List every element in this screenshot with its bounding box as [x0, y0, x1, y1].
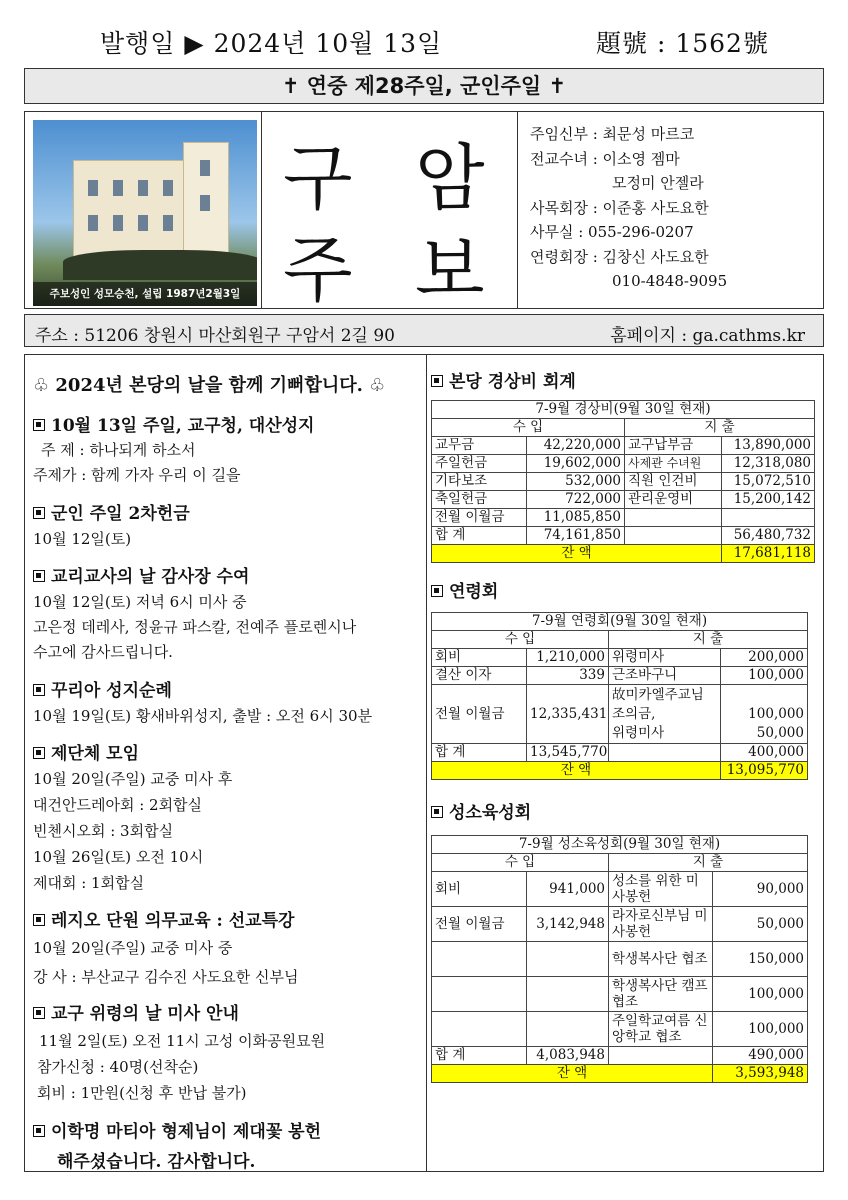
balance-row [432, 762, 808, 780]
balance-value: 3,593,948 [713, 1065, 808, 1083]
table-caption: 7-9월 성소육성회(9월 30일 현재) [432, 836, 808, 854]
expense-value: 100,000 [748, 706, 804, 722]
publish-date: 발행일 ▶ 2024년 10월 13일 [100, 29, 443, 58]
section-heading [431, 577, 821, 602]
main-content [24, 354, 824, 1172]
table-row [432, 437, 815, 455]
notice-item [33, 411, 314, 485]
heading-text: 성소육성회 [449, 803, 532, 823]
cell: 722,000 [527, 491, 625, 509]
balance-value: 17,681,118 [722, 545, 815, 563]
notice-line: 주제가 : 함께 가자 우리 이 길을 [33, 466, 241, 484]
table-row [432, 685, 808, 744]
table-row [432, 649, 808, 667]
bullet-square-icon [33, 747, 45, 759]
cell: 100,000 [721, 667, 808, 685]
table-row [432, 1012, 808, 1047]
expense-desc: 위령미사 [612, 724, 665, 741]
cell: 19,602,000 [527, 455, 625, 473]
notice-line: 참가신청 : 40명(선착순) [37, 1058, 199, 1076]
masthead [24, 111, 824, 312]
notice-item [33, 562, 356, 662]
heading-text: 본당 경상비 회계 [449, 372, 576, 392]
cell: 74,161,850 [527, 527, 625, 545]
homepage-link[interactable]: 홈페이지 : ga.cathms.kr [610, 326, 805, 346]
bullet-square-icon [33, 914, 45, 926]
cell: 490,000 [713, 1047, 808, 1065]
notice-title: 레지오 단원 의무교육 : 선교특강 [51, 911, 295, 931]
balance-row [432, 1065, 808, 1083]
notice-line: 10월 26일(토) 오전 10시 [33, 848, 204, 866]
cell: 사제관 수녀원 [625, 455, 722, 473]
staff-row: 주임신부 : 최문성 마르코 [530, 125, 695, 143]
cell: 50,000 [713, 907, 808, 942]
cell: 관리운영비 [625, 491, 722, 509]
cell: 532,000 [527, 473, 625, 491]
notice-item [33, 906, 299, 987]
table-row [432, 473, 815, 491]
bullet-square-icon [33, 507, 45, 519]
notice-line: 고은정 데레사, 정윤규 파스칼, 전예주 플로렌시나 [33, 618, 357, 636]
notice-title: 교리교사의 날 감사장 수여 [51, 567, 250, 587]
cell [609, 1047, 713, 1065]
cell: 전월 이월금 [432, 685, 527, 744]
notice-title: 교구 위령의 날 미사 안내 [51, 1004, 239, 1024]
notice-line: 11월 2일(토) 오전 11시 고성 이화공원묘원 [39, 1032, 326, 1050]
cell: 1,210,000 [527, 649, 609, 667]
bullet-square-icon [33, 419, 45, 431]
staff-row: 010-4848-9095 [612, 272, 728, 290]
cell [625, 509, 722, 527]
cell: 90,000 [713, 872, 808, 907]
cell: 200,000 [721, 649, 808, 667]
table-row [432, 667, 808, 685]
notice-item [33, 499, 190, 549]
cell: 교무금 [432, 437, 527, 455]
cell [721, 685, 808, 744]
notice-item [33, 739, 232, 893]
table-row [432, 455, 815, 473]
cell: 15,200,142 [722, 491, 815, 509]
cell: 150,000 [713, 942, 808, 977]
staff-row: 사무실 : 055-296-0207 [530, 223, 694, 241]
income-header: 수 입 [432, 854, 609, 872]
title-char: 보 [415, 228, 485, 312]
notice-item [33, 999, 325, 1103]
cell: 회비 [432, 872, 527, 907]
table-row [432, 491, 815, 509]
income-header: 수 입 [432, 631, 609, 649]
cell [527, 977, 609, 1012]
staff-row: 사목회장 : 이준홍 사도요한 [530, 198, 709, 217]
cell: 전월 이월금 [432, 907, 527, 942]
cell: 11,085,850 [527, 509, 625, 527]
church-address: 주소 : 51206 창원시 마산회원구 구암서 2길 90 [35, 326, 395, 346]
notice-line: 강 사 : 부산교구 김수진 사도요한 신부님 [33, 968, 299, 986]
section-heading [431, 798, 821, 823]
cell: 4,083,948 [527, 1047, 609, 1065]
notice-line: 대건안드레아회 : 2회합실 [33, 796, 203, 814]
expense-desc: 故미카엘주교님 [612, 686, 704, 703]
issue-number: 題號 : 1562號 [596, 29, 769, 58]
cell: 42,220,000 [527, 437, 625, 455]
bullet-square-icon [33, 1007, 45, 1019]
table-row [432, 509, 815, 527]
total-row [432, 527, 815, 545]
sunday-title-banner: ✝ 연중 제28주일, 군인주일 ✝ [24, 68, 824, 104]
cell: 339 [527, 667, 609, 685]
cell [432, 942, 527, 977]
staff-row: 모정미 안젤라 [612, 174, 704, 192]
title-char: 구 [283, 136, 353, 220]
church-photo [33, 120, 257, 306]
cell [609, 685, 721, 744]
balance-row [432, 545, 815, 563]
parish-day-headline: ♧ 2024년 본당의 날을 함께 기뻐합니다. ♧ [33, 375, 386, 396]
cell: 합 계 [432, 1047, 527, 1065]
cell: 교구납부금 [625, 437, 722, 455]
notice-line: 해주셨습니다. 감사합니다. [57, 1152, 256, 1172]
cell: 12,335,431 [527, 685, 609, 744]
cell [609, 744, 721, 762]
table-caption: 7-9월 연령회(9월 30일 현재) [432, 613, 808, 631]
newsletter-title [265, 112, 520, 312]
address-bar [24, 314, 824, 347]
cell: 직원 인건비 [625, 473, 722, 491]
cell: 56,480,732 [722, 527, 815, 545]
notice-line: 회비 : 1만원(신청 후 반납 불가) [37, 1084, 247, 1102]
staff-row: 전교수녀 : 이소영 젬마 [530, 149, 680, 168]
expense-header: 지 출 [609, 854, 808, 872]
cell: 회비 [432, 649, 527, 667]
notice-title: 군인 주일 2차헌금 [51, 504, 190, 524]
cell: 기타보조 [432, 473, 527, 491]
expense-header: 지 출 [609, 631, 808, 649]
table-row [432, 872, 808, 907]
title-char: 주 [283, 228, 353, 312]
notice-item [33, 676, 372, 726]
funeral-society-table [431, 612, 808, 780]
notice-title: 꾸리아 성지순례 [51, 681, 172, 701]
table-row [432, 907, 808, 942]
notice-line: 주 제 : 하나되게 하소서 [41, 441, 196, 459]
notice-line: 수고에 감사드립니다. [33, 643, 173, 661]
balance-label: 잔 액 [432, 545, 722, 563]
total-row [432, 1047, 808, 1065]
balance-label: 잔 액 [432, 762, 721, 780]
balance-label: 잔 액 [432, 1065, 713, 1083]
bullet-square-icon [431, 806, 443, 818]
notice-line: 10월 19일(토) 황새바위성지, 출발 : 오전 6시 30분 [33, 707, 373, 725]
table-caption: 7-9월 경상비(9월 30일 현재) [432, 401, 815, 419]
cell: 15,072,510 [722, 473, 815, 491]
expense-desc: 조의금, [612, 705, 656, 722]
table-row [432, 942, 808, 977]
bullet-square-icon [33, 1125, 45, 1137]
bullet-square-icon [33, 684, 45, 696]
photo-caption: 주보성인 성모승천, 설립 1987년2월3일 [33, 282, 257, 306]
notice-item [33, 1117, 321, 1172]
total-row [432, 744, 808, 762]
cell: 근조바구니 [609, 667, 721, 685]
cell: 위령미사 [609, 649, 721, 667]
cell: 13,890,000 [722, 437, 815, 455]
cell: 합 계 [432, 744, 527, 762]
staff-list [530, 122, 820, 294]
notice-line: 10월 12일(토) [33, 530, 132, 548]
bullet-square-icon [33, 570, 45, 582]
cell [432, 977, 527, 1012]
vocation-society-table [431, 835, 808, 1083]
table-row [432, 977, 808, 1012]
bullet-square-icon [431, 585, 443, 597]
cell: 학생복사단 협조 [609, 942, 713, 977]
cell: 주일헌금 [432, 455, 527, 473]
bullet-square-icon [431, 375, 443, 387]
cell: 941,000 [527, 872, 609, 907]
cell [625, 527, 722, 545]
accounts-column [431, 367, 821, 1083]
cell: 12,318,080 [722, 455, 815, 473]
cell [527, 1012, 609, 1047]
cell [432, 1012, 527, 1047]
notice-line: 빈첸시오회 : 3회합실 [33, 822, 174, 840]
cell: 학생복사단 캠프 협조 [609, 977, 713, 1012]
cell: 100,000 [713, 1012, 808, 1047]
cell: 주일학교여름 신앙학교 협조 [609, 1012, 713, 1047]
notice-title: 이학명 마티아 형제님이 제대꽃 봉헌 [51, 1122, 322, 1142]
notice-line: 제대회 : 1회합실 [33, 874, 145, 892]
title-char: 암 [415, 136, 485, 220]
notice-title: 제단체 모임 [51, 744, 140, 764]
expense-value: 50,000 [756, 725, 804, 741]
notice-line: 10월 20일(주일) 교중 미사 후 [33, 770, 233, 788]
notice-line: 10월 12일(토) 저녁 6시 미사 중 [33, 593, 247, 611]
cell: 400,000 [721, 744, 808, 762]
cell: 전월 이월금 [432, 509, 527, 527]
heading-text: 연령회 [449, 582, 499, 602]
cell: 13,545,770 [527, 744, 609, 762]
cell: 라자로신부님 미사봉헌 [609, 907, 713, 942]
parish-expense-table [431, 400, 815, 563]
cell: 성소를 위한 미사봉헌 [609, 872, 713, 907]
cell [722, 509, 815, 527]
cell: 결산 이자 [432, 667, 527, 685]
cell: 합 계 [432, 527, 527, 545]
cell [527, 942, 609, 977]
income-header: 수 입 [432, 419, 625, 437]
balance-value: 13,095,770 [721, 762, 808, 780]
notice-title: 10월 13일 주일, 교구청, 대산성지 [51, 416, 315, 436]
section-heading [431, 367, 821, 392]
cell: 100,000 [713, 977, 808, 1012]
cell: 3,142,948 [527, 907, 609, 942]
notice-line: 10월 20일(주일) 교중 미사 중 [33, 939, 233, 957]
staff-row: 연령회장 : 김창신 사도요한 [530, 247, 709, 266]
issue-header [0, 0, 848, 60]
cell: 축일헌금 [432, 491, 527, 509]
expense-header: 지 출 [625, 419, 815, 437]
